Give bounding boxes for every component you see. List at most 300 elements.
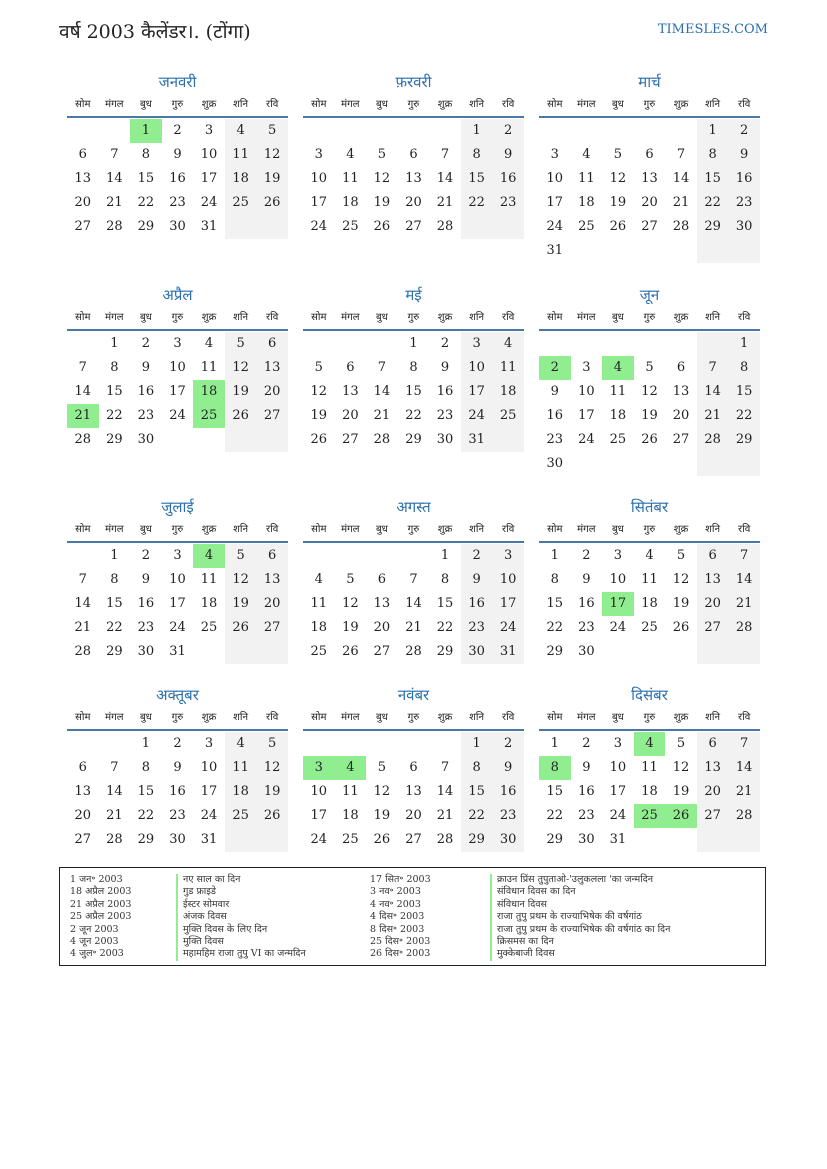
month-name: मार्च	[638, 73, 661, 91]
day-cell: 14	[436, 784, 454, 799]
day-cell: 26	[256, 191, 288, 215]
legend-date: 8 दिस॰ 2003	[370, 923, 425, 935]
weekday-label: रवि	[502, 312, 515, 323]
weekday-label: मंगल	[105, 524, 124, 535]
day-cell: 2	[582, 548, 591, 563]
weekday-header	[539, 707, 760, 731]
day-cell: 29	[106, 432, 123, 447]
day-cell: 21	[74, 620, 92, 635]
weekday-label: शनि	[705, 99, 721, 110]
day-cell: 7	[440, 760, 450, 775]
day-cell: 22	[546, 620, 564, 635]
site-link[interactable]: TIMESLES.COM	[657, 22, 768, 37]
day-cell: 14	[74, 596, 92, 611]
day-cell: 14	[728, 756, 760, 780]
weekday-label: शुक्र	[673, 712, 689, 723]
day-cell: 18	[641, 784, 658, 799]
day-cell: 15	[436, 596, 454, 611]
empty-cell	[366, 544, 398, 568]
day-cell: 9	[461, 568, 493, 592]
day-cell: 3	[173, 336, 182, 351]
day-cell: 11	[578, 171, 595, 186]
weekday-label: बुध	[375, 524, 388, 535]
holiday-day-cell: 4	[193, 544, 225, 568]
day-cell: 10	[169, 572, 186, 587]
empty-cell	[256, 640, 288, 664]
empty-cell	[303, 119, 335, 143]
day-cell: 6	[409, 760, 418, 775]
empty-cell	[665, 239, 697, 263]
day-cell: 15	[137, 171, 155, 186]
weekday-label: बुध	[139, 712, 152, 723]
day-cell: 16	[578, 596, 595, 611]
day-cell: 17	[546, 195, 564, 210]
day-grid	[303, 119, 524, 239]
day-cell: 7	[728, 732, 760, 756]
weekday-label: गुरु	[643, 712, 656, 723]
day-cell: 14	[74, 384, 92, 399]
empty-cell	[225, 640, 257, 664]
legend-date: 2 जून 2003	[70, 923, 119, 935]
day-cell: 4	[582, 147, 591, 162]
holiday-legend	[59, 867, 766, 966]
day-cell: 12	[256, 756, 288, 780]
day-cell: 1	[110, 548, 119, 563]
day-cell: 19	[225, 592, 257, 616]
day-cell: 15	[106, 384, 123, 399]
weekday-label: शनि	[705, 524, 721, 535]
day-cell: 19	[225, 380, 257, 404]
day-cell: 29	[697, 215, 729, 239]
day-cell: 21	[728, 592, 760, 616]
day-cell: 31	[461, 428, 493, 452]
day-grid	[67, 119, 288, 239]
holiday-day-cell: 8	[539, 756, 571, 780]
holiday-day-cell: 25	[634, 804, 666, 828]
empty-cell	[225, 215, 257, 239]
day-cell: 30	[578, 832, 595, 847]
day-cell: 18	[342, 808, 359, 823]
weekday-label: शुक्र	[201, 99, 217, 110]
day-cell: 10	[461, 356, 493, 380]
day-cell: 6	[697, 544, 729, 568]
day-cell: 20	[74, 195, 92, 210]
weekday-header	[67, 307, 288, 331]
weekday-label: बुध	[375, 99, 388, 110]
day-cell: 17	[200, 784, 218, 799]
day-cell: 5	[676, 736, 686, 751]
day-cell: 26	[225, 404, 257, 428]
legend-holiday-name: राजा तुपु प्रथम के राज्याभिषेक की वर्षगांठ का दिन	[490, 924, 670, 936]
day-cell: 27	[256, 616, 288, 640]
weekday-label: रवि	[502, 524, 515, 535]
weekday-header	[539, 307, 760, 331]
day-grid	[303, 732, 524, 852]
day-cell: 24	[492, 616, 524, 640]
day-cell: 27	[641, 219, 658, 234]
day-cell: 31	[492, 640, 524, 664]
day-cell: 5	[346, 572, 355, 587]
weekday-label: रवि	[266, 524, 279, 535]
month-name: मई	[405, 286, 422, 304]
day-grid	[67, 544, 288, 664]
day-cell: 19	[672, 596, 690, 611]
day-cell: 17	[169, 596, 186, 611]
weekday-label: बुध	[611, 99, 624, 110]
day-cell: 24	[310, 832, 328, 847]
month-name: सितंबर	[630, 498, 669, 516]
day-cell: 19	[256, 167, 288, 191]
day-cell: 16	[728, 167, 760, 191]
page-title: वर्ष 2003 कैलेंडर।. (टोंगा)	[59, 21, 251, 43]
weekday-label: शनि	[705, 712, 721, 723]
empty-cell	[539, 332, 571, 356]
day-cell: 9	[582, 572, 591, 587]
weekday-label: सोम	[311, 99, 327, 110]
day-cell: 23	[169, 195, 186, 210]
weekday-label: बुध	[139, 312, 152, 323]
holiday-day-cell: 4	[634, 732, 666, 756]
day-cell: 30	[546, 456, 564, 471]
weekday-label: सोम	[75, 524, 91, 535]
day-cell: 12	[373, 171, 391, 186]
holiday-day-cell: 1	[130, 119, 162, 143]
day-cell: 30	[436, 432, 454, 447]
legend-date: 26 दिस॰ 2003	[370, 948, 431, 960]
empty-cell	[602, 452, 634, 476]
weekday-label: रवि	[266, 312, 279, 323]
weekday-label: शनि	[233, 524, 249, 535]
month-block	[539, 283, 760, 476]
day-cell: 23	[137, 620, 155, 635]
day-cell: 18	[492, 380, 524, 404]
weekday-label: गुरु	[407, 99, 420, 110]
day-cell: 27	[697, 616, 729, 640]
day-cell: 21	[373, 408, 391, 423]
weekday-label: बुध	[139, 99, 152, 110]
day-cell: 2	[492, 732, 524, 756]
day-cell: 29	[106, 644, 123, 659]
day-cell: 1	[697, 119, 729, 143]
empty-cell	[335, 119, 367, 143]
weekday-label: गुरु	[643, 524, 656, 535]
empty-cell	[634, 828, 666, 852]
weekday-label: गुरु	[171, 99, 184, 110]
month-block	[303, 70, 524, 239]
month-block	[67, 70, 288, 239]
day-cell: 26	[225, 616, 257, 640]
weekday-label: मंगल	[577, 312, 596, 323]
day-cell: 10	[492, 568, 524, 592]
day-cell: 22	[461, 191, 493, 215]
day-cell: 1	[440, 548, 450, 563]
day-cell: 21	[106, 195, 123, 210]
legend-date: 18 अप्रैल 2003	[70, 886, 132, 898]
day-cell: 8	[110, 360, 119, 375]
day-cell: 19	[256, 780, 288, 804]
empty-cell	[634, 640, 666, 664]
day-cell: 10	[169, 360, 186, 375]
day-cell: 13	[405, 171, 422, 186]
day-cell: 27	[405, 832, 422, 847]
legend-date: 4 जुल॰ 2003	[70, 948, 124, 960]
weekday-label: बुध	[375, 712, 388, 723]
day-cell: 19	[609, 195, 627, 210]
day-cell: 24	[578, 432, 595, 447]
weekday-label: सोम	[547, 99, 563, 110]
day-cell: 20	[256, 592, 288, 616]
weekday-label: बुध	[611, 712, 624, 723]
weekday-label: गुरु	[171, 712, 184, 723]
weekday-label: बुध	[611, 524, 624, 535]
day-cell: 16	[137, 596, 155, 611]
weekday-label: रवि	[738, 524, 751, 535]
empty-cell	[634, 332, 666, 356]
legend-names-right	[490, 874, 670, 961]
day-cell: 29	[137, 832, 155, 847]
empty-cell	[335, 732, 367, 756]
weekday-label: रवि	[266, 99, 279, 110]
day-cell: 5	[377, 760, 387, 775]
day-cell: 14	[373, 384, 391, 399]
day-cell: 23	[578, 620, 595, 635]
day-cell: 10	[546, 171, 564, 186]
day-cell: 16	[169, 171, 186, 186]
legend-holiday-name: अंजक दिवस	[176, 911, 306, 923]
day-cell: 8	[461, 143, 493, 167]
empty-cell	[366, 332, 398, 356]
day-cell: 4	[346, 147, 355, 162]
day-cell: 10	[609, 760, 627, 775]
day-cell: 10	[200, 147, 218, 162]
day-cell: 2	[461, 544, 493, 568]
weekday-label: मंगल	[341, 524, 360, 535]
legend-date: 4 जून 2003	[70, 935, 119, 947]
day-cell: 18	[225, 167, 257, 191]
day-cell: 23	[461, 616, 493, 640]
day-cell: 12	[256, 143, 288, 167]
day-cell: 18	[609, 408, 627, 423]
empty-cell	[571, 332, 603, 356]
empty-cell	[398, 732, 430, 756]
day-cell: 18	[200, 596, 218, 611]
day-cell: 12	[641, 384, 658, 399]
weekday-label: गुरु	[643, 312, 656, 323]
day-cell: 14	[697, 380, 729, 404]
day-cell: 24	[310, 219, 328, 234]
legend-holiday-name: संविधान दिवस का दिन	[490, 886, 670, 898]
weekday-label: शुक्र	[201, 312, 217, 323]
weekday-label: मंगल	[341, 99, 360, 110]
day-cell: 11	[609, 384, 627, 399]
day-cell: 16	[578, 784, 595, 799]
day-cell: 6	[78, 147, 87, 162]
day-cell: 28	[106, 219, 123, 234]
day-cell: 9	[492, 143, 524, 167]
day-cell: 9	[141, 360, 151, 375]
empty-cell	[602, 332, 634, 356]
month-name: अगस्त	[396, 498, 431, 516]
empty-cell	[634, 452, 666, 476]
day-cell: 25	[342, 219, 359, 234]
day-cell: 18	[225, 780, 257, 804]
day-cell: 7	[110, 760, 119, 775]
day-cell: 6	[377, 572, 387, 587]
day-cell: 12	[672, 760, 690, 775]
day-cell: 23	[137, 408, 155, 423]
day-grid	[303, 332, 524, 452]
month-block	[67, 683, 288, 852]
day-cell: 26	[373, 219, 391, 234]
day-cell: 30	[461, 640, 493, 664]
day-cell: 6	[256, 332, 288, 356]
day-cell: 15	[728, 380, 760, 404]
day-cell: 15	[697, 167, 729, 191]
weekday-header	[303, 307, 524, 331]
day-cell: 22	[436, 620, 454, 635]
empty-cell	[728, 239, 760, 263]
holiday-day-cell: 4	[602, 356, 634, 380]
day-grid	[539, 732, 760, 852]
day-cell: 8	[110, 572, 119, 587]
day-cell: 11	[225, 143, 257, 167]
day-cell: 30	[169, 832, 186, 847]
legend-holiday-name: क्रिसमस का दिन	[490, 936, 670, 948]
day-cell: 26	[609, 219, 627, 234]
day-cell: 25	[200, 620, 218, 635]
day-cell: 6	[346, 360, 355, 375]
day-cell: 8	[440, 572, 450, 587]
weekday-label: सोम	[75, 99, 91, 110]
day-cell: 26	[641, 432, 658, 447]
empty-cell	[665, 640, 697, 664]
month-block	[539, 70, 760, 263]
day-cell: 11	[342, 784, 359, 799]
weekday-label: रवि	[738, 312, 751, 323]
day-cell: 28	[436, 832, 454, 847]
day-cell: 25	[225, 191, 257, 215]
weekday-label: शुक्र	[437, 712, 453, 723]
day-cell: 15	[546, 596, 564, 611]
day-cell: 28	[436, 219, 454, 234]
month-block	[67, 283, 288, 452]
day-cell: 2	[173, 736, 182, 751]
month-name: जुलाई	[161, 498, 194, 516]
day-cell: 23	[492, 191, 524, 215]
empty-cell	[492, 428, 524, 452]
legend-dates-left	[70, 874, 131, 961]
day-cell: 17	[609, 784, 627, 799]
weekday-label: मंगल	[577, 712, 596, 723]
weekday-label: सोम	[75, 712, 91, 723]
day-cell: 9	[492, 756, 524, 780]
legend-dates-right	[370, 874, 431, 961]
holiday-day-cell: 21	[67, 404, 99, 428]
empty-cell	[728, 828, 760, 852]
day-cell: 21	[405, 620, 422, 635]
day-cell: 18	[641, 596, 658, 611]
day-cell: 20	[405, 808, 422, 823]
weekday-header	[303, 519, 524, 543]
day-cell: 17	[310, 808, 328, 823]
weekday-label: शनि	[233, 312, 249, 323]
day-cell: 4	[225, 732, 257, 756]
holiday-day-cell: 26	[665, 804, 697, 828]
empty-cell	[665, 332, 697, 356]
day-cell: 2	[440, 336, 450, 351]
day-cell: 5	[225, 332, 257, 356]
weekday-header	[67, 707, 288, 731]
day-cell: 18	[578, 195, 595, 210]
day-cell: 14	[672, 171, 690, 186]
day-cell: 11	[641, 760, 658, 775]
day-cell: 20	[256, 380, 288, 404]
day-cell: 11	[492, 356, 524, 380]
empty-cell	[366, 119, 398, 143]
month-name: अप्रैल	[162, 286, 193, 304]
holiday-day-cell: 25	[193, 404, 225, 428]
day-cell: 22	[137, 195, 155, 210]
empty-cell	[634, 239, 666, 263]
weekday-label: शुक्र	[673, 99, 689, 110]
weekday-label: शुक्र	[201, 712, 217, 723]
day-cell: 19	[672, 784, 690, 799]
empty-cell	[665, 828, 697, 852]
empty-cell	[602, 239, 634, 263]
legend-date: 4 दिस॰ 2003	[370, 911, 425, 923]
day-cell: 22	[546, 808, 564, 823]
day-grid	[67, 732, 288, 852]
day-cell: 3	[492, 544, 524, 568]
legend-holiday-name: ईस्टर सोमवार	[176, 899, 306, 911]
day-cell: 27	[74, 219, 92, 234]
day-cell: 27	[697, 804, 729, 828]
day-cell: 10	[609, 572, 627, 587]
day-cell: 8	[409, 360, 418, 375]
day-cell: 25	[641, 620, 658, 635]
empty-cell	[366, 732, 398, 756]
day-cell: 11	[641, 572, 658, 587]
day-cell: 25	[609, 432, 627, 447]
day-cell: 24	[169, 408, 186, 423]
day-cell: 3	[550, 147, 559, 162]
day-cell: 2	[141, 548, 151, 563]
day-cell: 6	[409, 147, 418, 162]
day-cell: 7	[78, 572, 87, 587]
day-cell: 21	[436, 808, 454, 823]
empty-cell	[571, 452, 603, 476]
day-cell: 19	[373, 195, 391, 210]
empty-cell	[398, 544, 430, 568]
empty-cell	[193, 428, 225, 452]
month-name: फ़रवरी	[395, 73, 432, 91]
day-cell: 29	[728, 428, 760, 452]
day-cell: 24	[546, 219, 564, 234]
day-cell: 13	[256, 568, 288, 592]
day-cell: 1	[728, 332, 760, 356]
day-cell: 9	[728, 143, 760, 167]
weekday-label: बुध	[375, 312, 388, 323]
day-cell: 12	[609, 171, 627, 186]
weekday-label: शुक्र	[437, 524, 453, 535]
day-cell: 15	[461, 167, 493, 191]
empty-cell	[303, 732, 335, 756]
day-cell: 27	[672, 432, 690, 447]
day-cell: 28	[74, 432, 92, 447]
day-cell: 10	[200, 760, 218, 775]
month-name: नवंबर	[397, 686, 430, 704]
day-cell: 17	[578, 408, 595, 423]
